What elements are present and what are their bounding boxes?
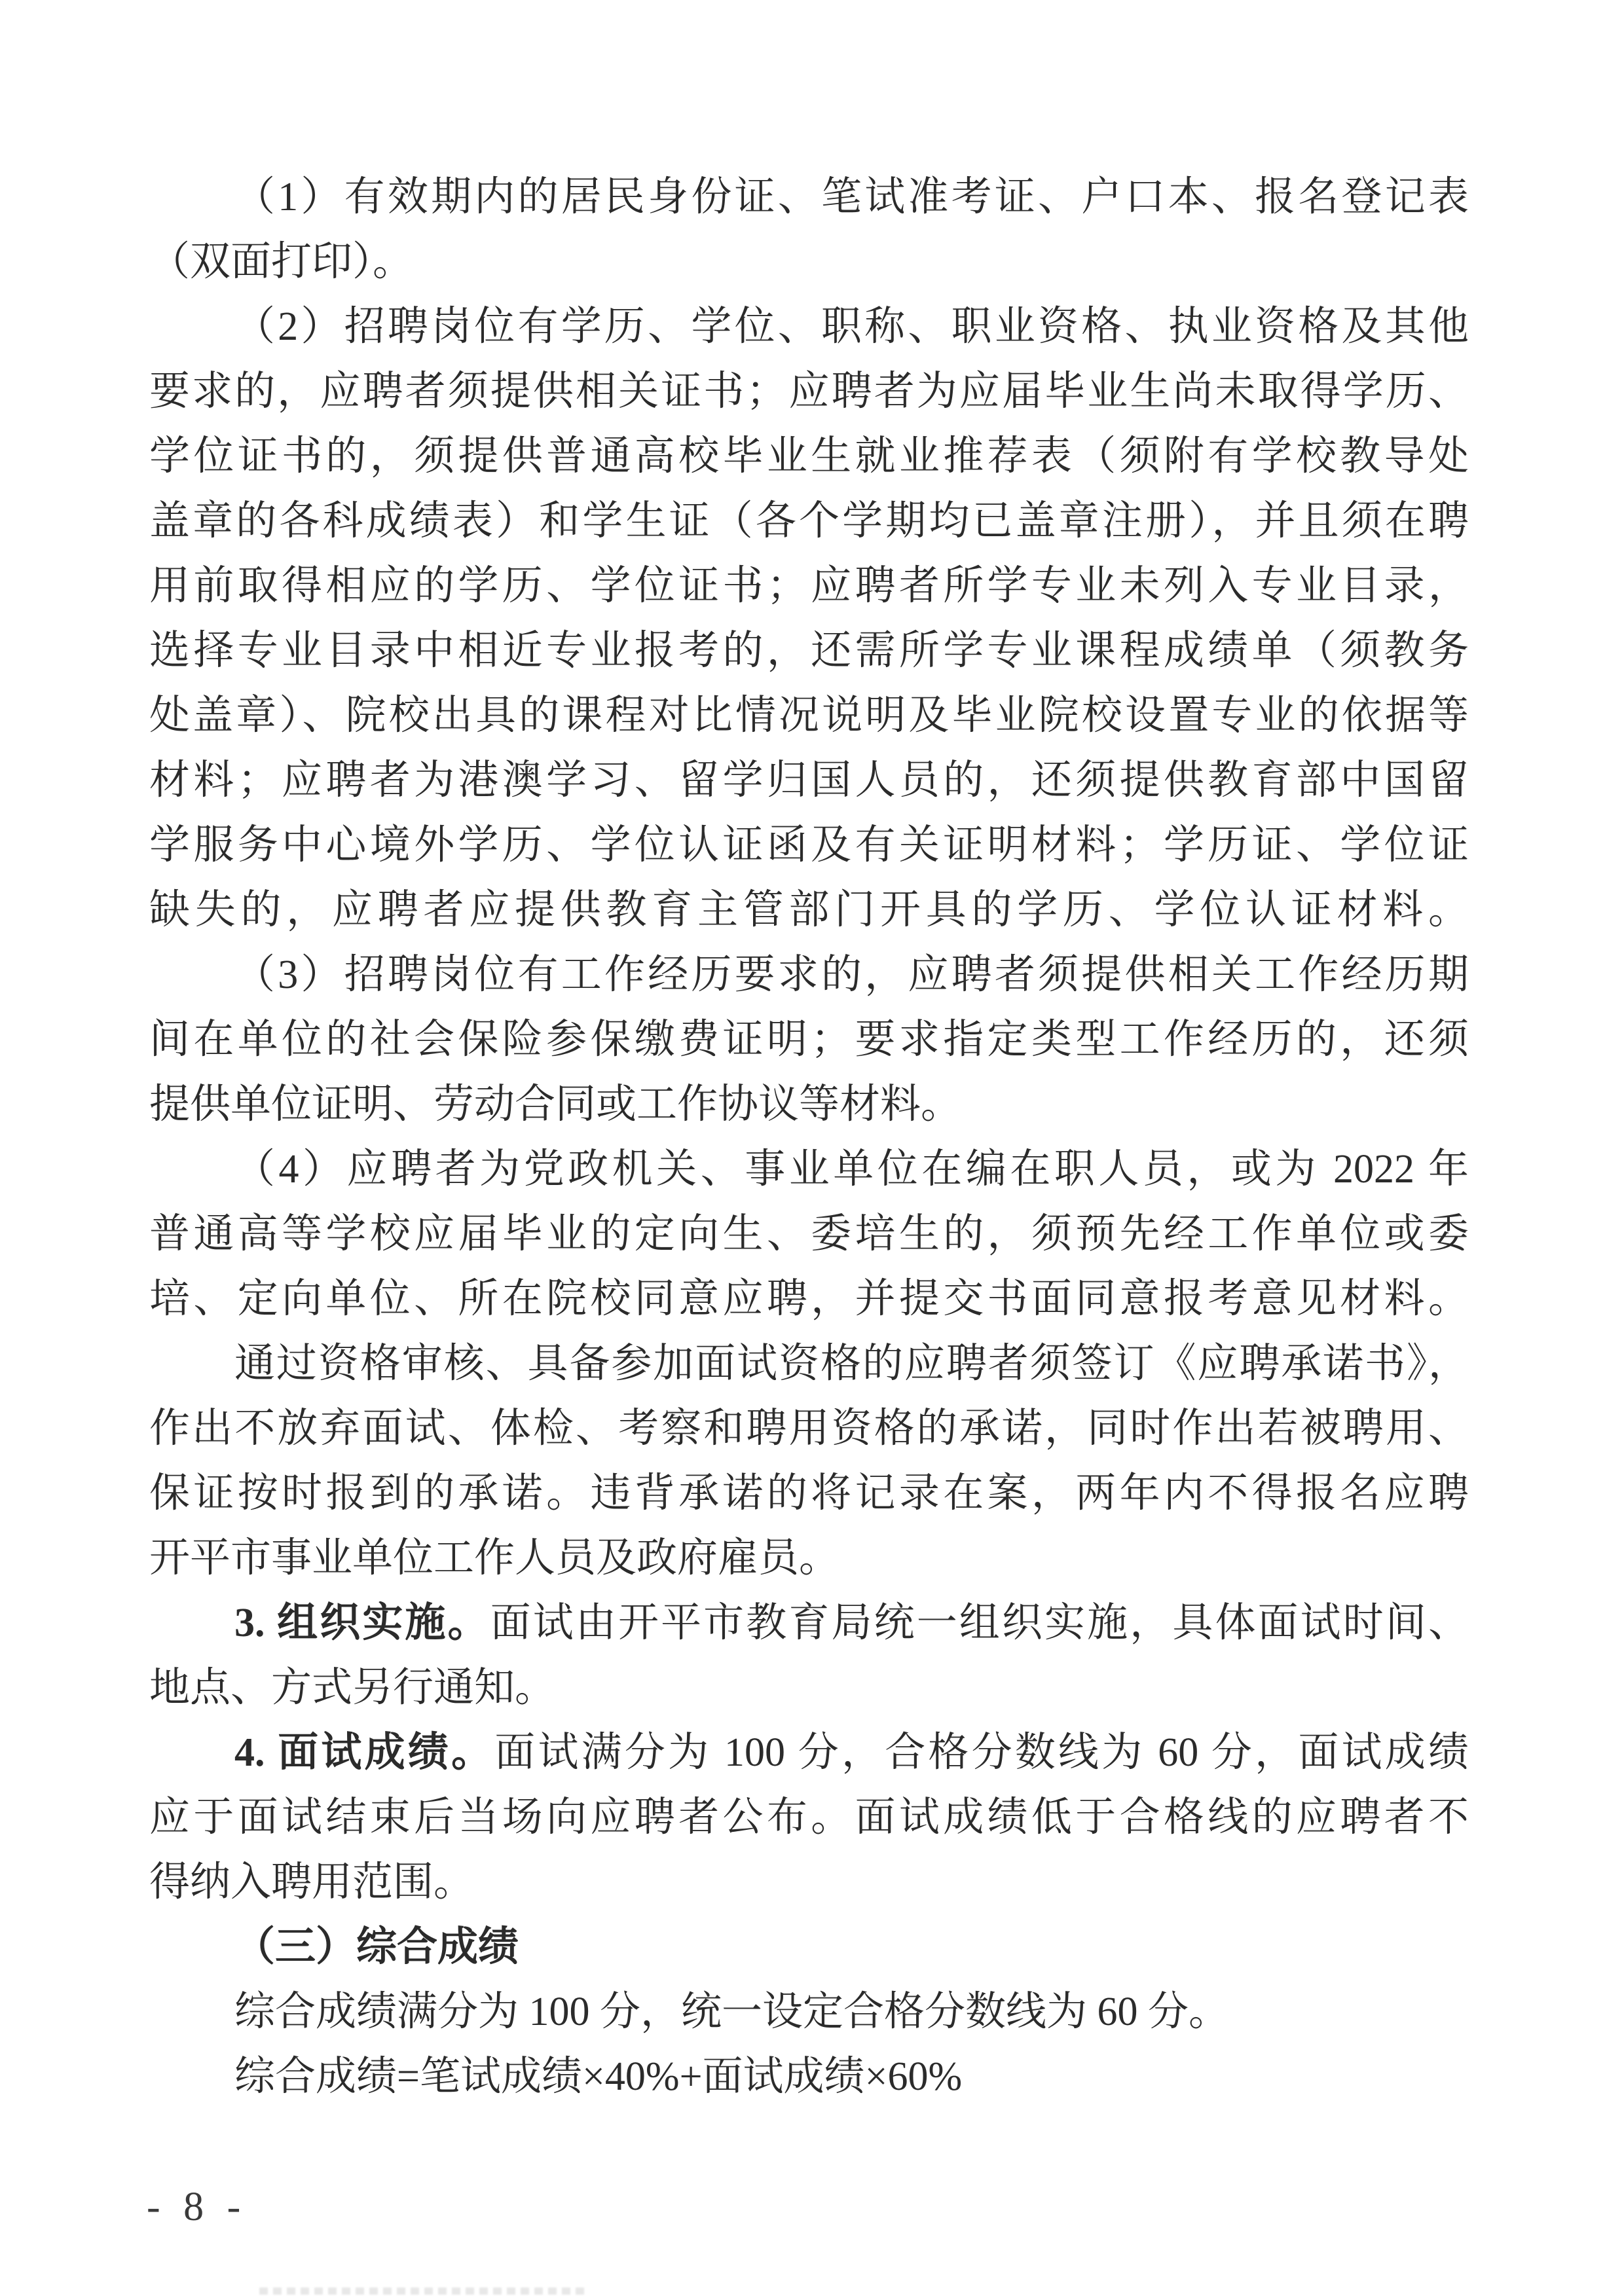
text-segment: 要求的，应聘者须提供相关证书；应聘者为应届毕业生尚未取得学历、 — [149, 369, 1469, 414]
text-line — [149, 1008, 1469, 1072]
text-segment: （1）有效期内的居民身份证、笔试准考证、户口本、报名登记表 — [234, 175, 1469, 219]
text-segment: 作出不放弃面试、体检、考察和聘用资格的承诺，同时作出若被聘用、 — [149, 1406, 1469, 1451]
text-line — [149, 878, 1469, 943]
text-line — [149, 230, 1469, 295]
text-line — [149, 1396, 1469, 1461]
page-number: - 8 - — [147, 2185, 248, 2229]
text-segment: 保证按时报到的承诺。违背承诺的将记录在案，两年内不得报名应聘 — [149, 1471, 1469, 1516]
text-segment: 面试满分为 100 分，合格分数线为 60 分，面试成绩 — [494, 1730, 1469, 1775]
text-line — [149, 1591, 1469, 1656]
text-line — [149, 1202, 1469, 1267]
text-block — [149, 165, 1469, 2109]
text-segment: 用前取得相应的学历、学位证书；应聘者所学专业未列入专业目录， — [149, 564, 1469, 608]
text-segment-bold: 4. 面试成绩。 — [234, 1730, 495, 1775]
scan-artifact — [259, 2287, 587, 2295]
text-segment: 应于面试结束后当场向应聘者公布。面试成绩低于合格线的应聘者不 — [149, 1795, 1469, 1840]
text-segment: 学服务中心境外学历、学位认证函及有关证明材料；学历证、学位证 — [149, 823, 1469, 867]
text-segment: 缺失的，应聘者应提供教育主管部门开具的学历、学位认证材料。 — [149, 888, 1469, 932]
text-segment: 学位证书的，须提供普通高校毕业生就业推荐表（须附有学校教导处 — [149, 434, 1469, 479]
text-line — [149, 554, 1469, 619]
text-segment: 通过资格审核、具备参加面试资格的应聘者须签订《应聘承诺书》， — [234, 1341, 1469, 1386]
text-line — [149, 2045, 1469, 2109]
text-segment: 地点、方式另行通知。 — [149, 1666, 556, 1710]
text-line — [149, 1072, 1469, 1137]
text-line — [149, 1461, 1469, 1526]
text-segment: 综合成绩满分为 100 分，统一设定合格分数线为 60 分。 — [234, 1990, 1230, 2034]
text-line — [149, 683, 1469, 748]
text-segment: 得纳入聘用范围。 — [149, 1860, 475, 1904]
text-segment: （3）招聘岗位有工作经历要求的，应聘者须提供相关工作经历期 — [234, 953, 1469, 997]
text-segment: 处盖章）、院校出具的课程对比情况说明及毕业院校设置专业的依据等 — [149, 693, 1469, 738]
text-line — [149, 943, 1469, 1008]
text-segment: 材料；应聘者为港澳学习、留学归国人员的，还须提供教育部中国留 — [149, 758, 1469, 803]
text-segment: 开平市事业单位工作人员及政府雇员。 — [149, 1536, 840, 1580]
text-segment: 综合成绩=笔试成绩×40%+面试成绩×60% — [234, 2054, 963, 2099]
text-line — [149, 619, 1469, 683]
text-line — [149, 424, 1469, 489]
text-line — [149, 1785, 1469, 1850]
text-segment-bold: 3. 组织实施。 — [234, 1601, 490, 1645]
text-segment: 选择专业目录中相近专业报考的，还需所学专业课程成绩单（须教务 — [149, 629, 1469, 673]
text-line — [149, 1850, 1469, 1915]
text-segment: 盖章的各科成绩表）和学生证（各个学期均已盖章注册），并且须在聘 — [149, 499, 1469, 543]
text-segment: （2）招聘岗位有学历、学位、职称、职业资格、执业资格及其他 — [234, 304, 1469, 349]
text-line — [149, 359, 1469, 424]
text-segment: 培、定向单位、所在院校同意应聘，并提交书面同意报考意见材料。 — [149, 1277, 1469, 1321]
text-line — [149, 165, 1469, 230]
text-segment: 提供单位证明、劳动合同或工作协议等材料。 — [149, 1082, 962, 1127]
text-line — [149, 1980, 1469, 2045]
text-line — [149, 1656, 1469, 1721]
text-line — [149, 1915, 1469, 1980]
text-segment: 普通高等学校应届毕业的定向生、委培生的，须预先经工作单位或委 — [149, 1212, 1469, 1256]
text-line — [149, 748, 1469, 813]
text-line — [149, 1137, 1469, 1202]
text-line — [149, 295, 1469, 359]
text-segment-bold: （三）综合成绩 — [234, 1925, 519, 1969]
text-segment: （4）应聘者为党政机关、事业单位在编在职人员，或为 2022 年 — [234, 1147, 1469, 1192]
text-line — [149, 489, 1469, 554]
text-line — [149, 1721, 1469, 1785]
text-segment: 间在单位的社会保险参保缴费证明；要求指定类型工作经历的，还须 — [149, 1017, 1469, 1062]
text-line — [149, 1526, 1469, 1591]
text-segment: 面试由开平市教育局统一组织实施，具体面试时间、 — [490, 1601, 1469, 1645]
text-line — [149, 1267, 1469, 1332]
text-line — [149, 813, 1469, 878]
text-segment: （双面打印）。 — [149, 240, 414, 284]
text-line — [149, 1332, 1469, 1396]
